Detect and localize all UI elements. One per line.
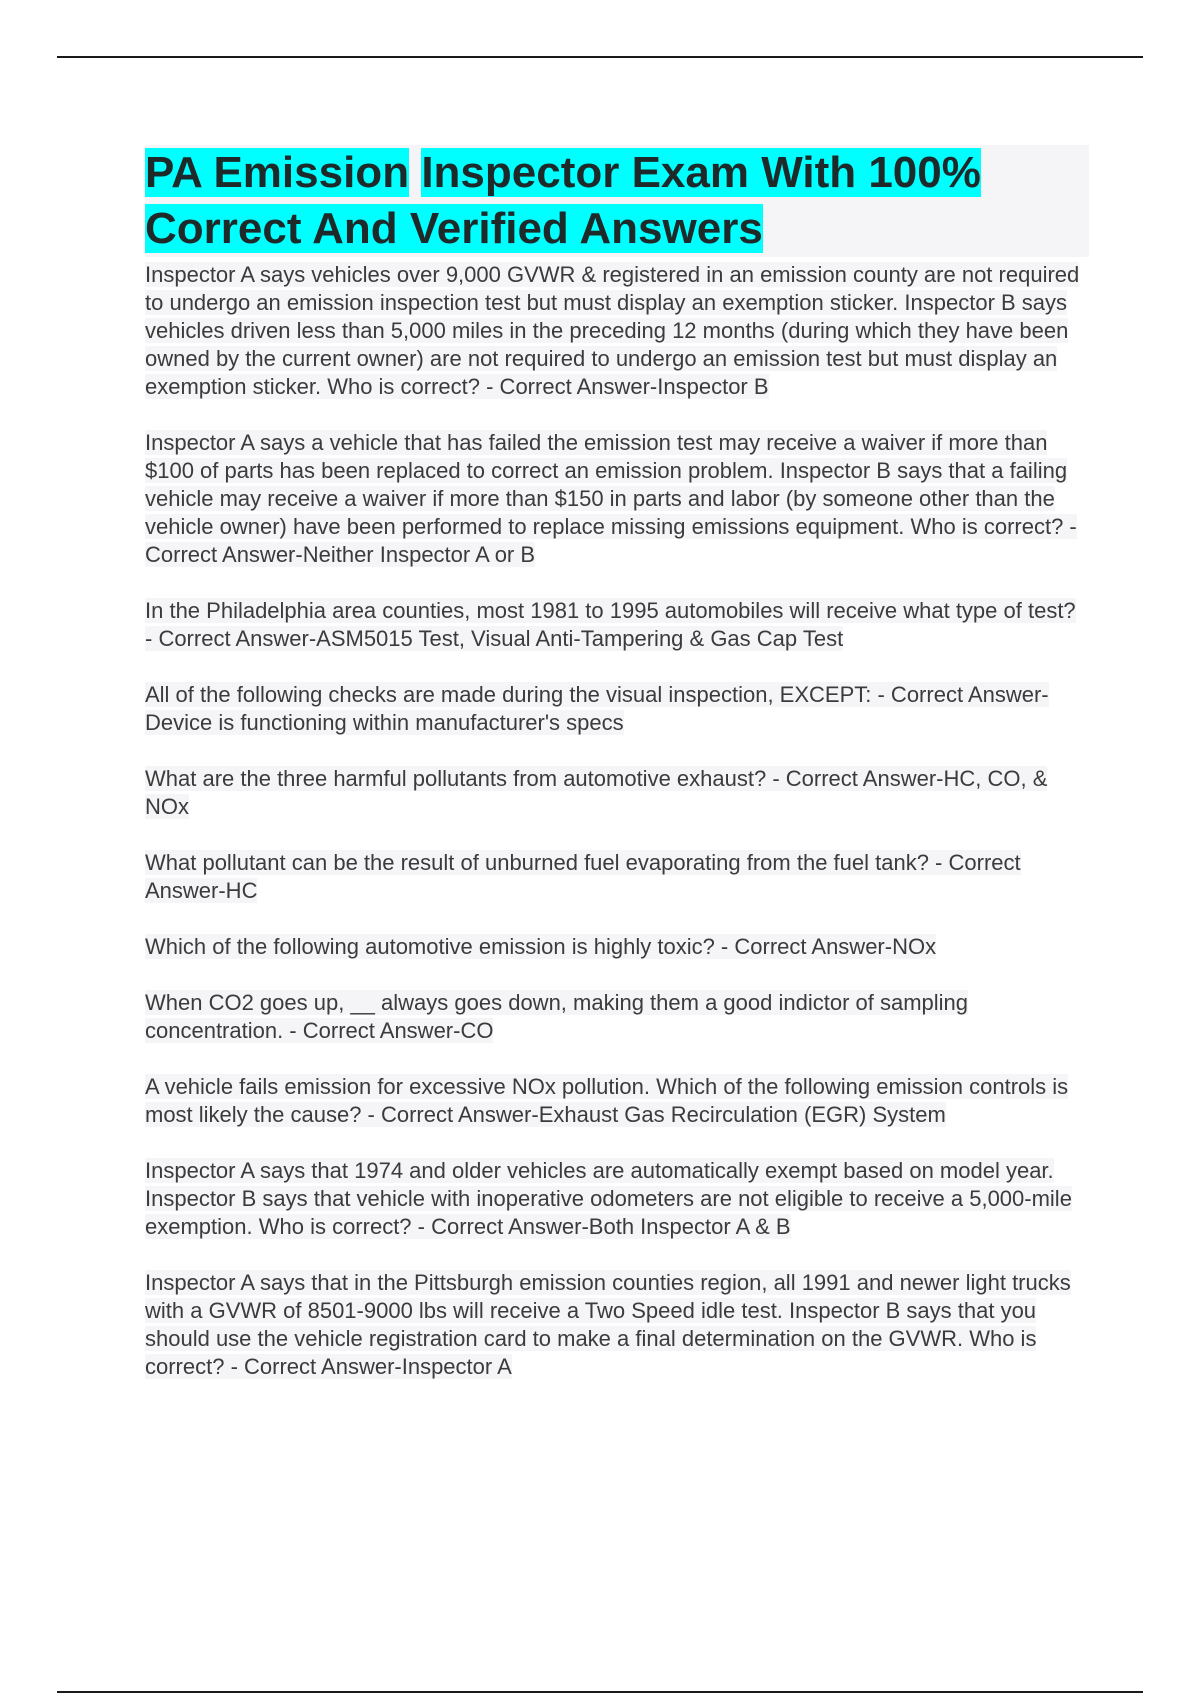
qa-item (145, 765, 1089, 821)
qa-text: Inspector A says a vehicle that has failed the emission test may receive a waiver if more than $100 of parts has been replaced to correct an emission problem. Inspector B says that a failing vehicle may receive a waiver if more than $150 in parts and labor (by someone other than the vehicle owner) have been performed to replace missing emissions equipment. Who is correct? - Correct Answer-Neither Inspector A or B (145, 430, 1077, 567)
qa-item (145, 1157, 1089, 1241)
qa-text: What pollutant can be the result of unburned fuel evaporating from the fuel tank? - Correct Answer-HC (145, 850, 1021, 903)
header-rule (57, 56, 1143, 58)
qa-item (145, 849, 1089, 905)
title-block (145, 145, 1089, 257)
qa-text: Inspector A says that in the Pittsburgh emission counties region, all 1991 and newer light trucks with a GVWR of 8501-9000 lbs will receive a Two Speed idle test. Inspector B says that you should use the vehicle registration card to make a final determination on the GVWR. Who is correct? - Correct Answer-Inspector A (145, 1270, 1071, 1379)
qa-item (145, 429, 1089, 569)
qa-item (145, 1073, 1089, 1129)
title-highlight-2: Inspector Exam With 100% (421, 148, 981, 197)
page-title (145, 145, 1089, 257)
qa-text: When CO2 goes up, __ always goes down, making them a good indictor of sampling concentration. - Correct Answer-CO (145, 990, 969, 1043)
qa-text: A vehicle fails emission for excessive NOx pollution. Which of the following emission controls is most likely the cause? - Correct Answer-Exhaust Gas Recirculation (EGR) System (145, 1074, 1069, 1127)
footer-rule (57, 1691, 1143, 1693)
qa-text: All of the following checks are made during the visual inspection, EXCEPT: - Correct Answer-Device is functioning within manufacturer's specs (145, 682, 1049, 735)
qa-item (145, 681, 1089, 737)
title-highlight-1: PA Emission (145, 148, 410, 197)
qa-item (145, 261, 1089, 401)
document-body (145, 145, 1089, 1409)
qa-list (145, 261, 1089, 1381)
qa-text: Inspector A says vehicles over 9,000 GVWR & registered in an emission county are not required to undergo an emission inspection test but must display an exemption sticker. Inspector B says vehicles driven less than 5,000 miles in the preceding 12 months (during which they have been owned by the current owner) are not required to undergo an emission test but must display an exemption sticker. Who is correct? - Correct Answer-Inspector B (145, 262, 1080, 399)
qa-item (145, 1269, 1089, 1381)
qa-text: Which of the following automotive emission is highly toxic? - Correct Answer-NOx (145, 934, 937, 959)
qa-text: Inspector A says that 1974 and older vehicles are automatically exempt based on model year. Inspector B says that vehicle with inoperative odometers are not eligible to receive a 5,000-mile exemption. Who is correct? - Correct Answer-Both Inspector A & B (145, 1158, 1072, 1239)
qa-item (145, 933, 1089, 961)
qa-item (145, 989, 1089, 1045)
qa-item (145, 597, 1089, 653)
qa-text: What are the three harmful pollutants from automotive exhaust? - Correct Answer-HC, CO, & NOx (145, 766, 1048, 819)
qa-text: In the Philadelphia area counties, most 1981 to 1995 automobiles will receive what type of test? - Correct Answer-ASM5015 Test, Visual Anti-Tampering & Gas Cap Test (145, 598, 1076, 651)
title-highlight-3: Correct And Verified Answers (145, 204, 763, 253)
